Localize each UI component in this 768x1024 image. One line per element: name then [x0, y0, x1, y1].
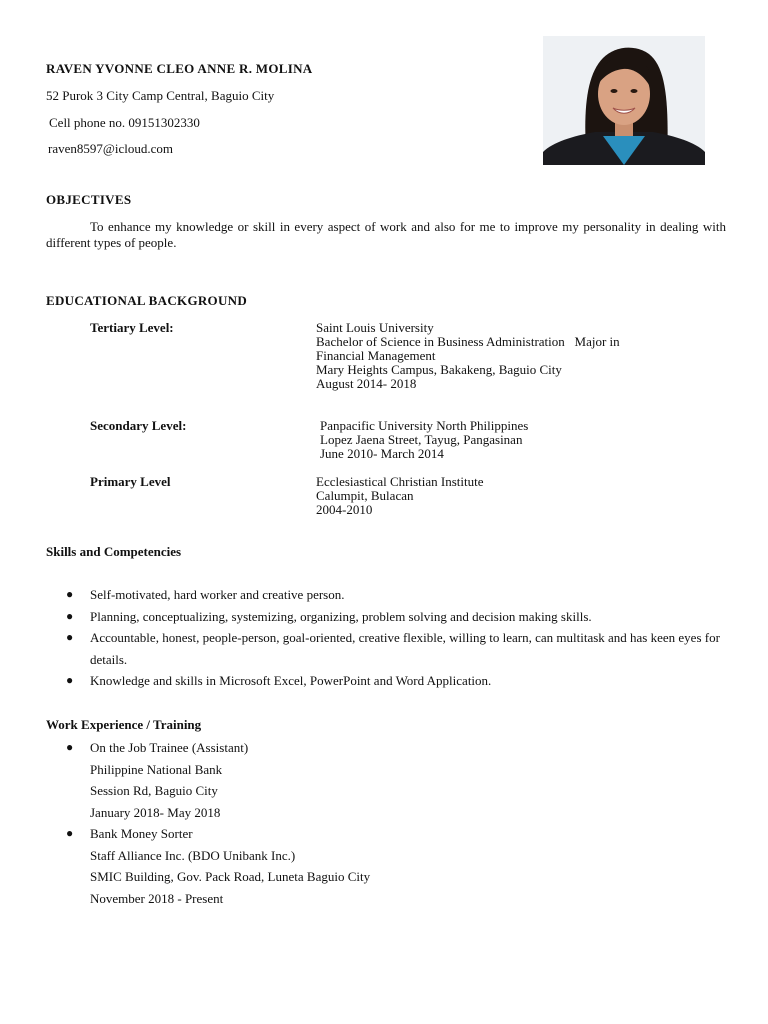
tertiary-level-details	[316, 321, 620, 391]
education-line: Calumpit, Bulacan	[316, 488, 414, 503]
skill-text: Planning, conceptualizing, systemizing, organizing, problem solving and decision making skills.	[90, 608, 592, 624]
work-heading: Work Experience / Training	[46, 717, 202, 732]
job-title: Bank Money Sorter	[90, 826, 193, 841]
objectives-heading: OBJECTIVES	[46, 192, 132, 207]
job-detail: November 2018 - Present	[90, 890, 224, 906]
secondary-level-label: Secondary Level:	[90, 418, 187, 433]
education-line: June 2010- March 2014	[320, 446, 444, 461]
bullet-icon: ●	[66, 826, 74, 840]
job-detail: Philippine National Bank	[90, 761, 223, 777]
bullet-icon: ●	[66, 740, 74, 754]
portrait-image	[543, 36, 705, 165]
job-detail: January 2018- May 2018	[90, 804, 221, 820]
job-detail: Session Rd, Baguio City	[90, 783, 218, 798]
list-item	[66, 670, 726, 692]
skills-heading: Skills and Competencies	[46, 544, 182, 559]
tertiary-level-label: Tertiary Level:	[90, 320, 174, 335]
work-list	[66, 737, 726, 909]
skill-text: Self-motivated, hard worker and creative person.	[90, 587, 345, 602]
primary-level-label: Primary Level	[90, 474, 171, 489]
secondary-level-details	[320, 419, 528, 461]
education-line: Financial Management	[316, 348, 436, 363]
bullet-icon: ●	[66, 630, 74, 644]
profile-photo	[543, 36, 705, 165]
job-detail: SMIC Building, Gov. Pack Road, Luneta Baguio City	[90, 869, 371, 884]
applicant-name: RAVEN YVONNE CLEO ANNE R. MOLINA	[46, 61, 313, 76]
bullet-icon: ●	[66, 587, 74, 601]
list-item	[66, 584, 726, 606]
education-line: 2004-2010	[316, 502, 373, 517]
education-line: Mary Heights Campus, Bakakeng, Baguio City	[316, 362, 562, 377]
list-item	[66, 823, 726, 909]
education-line: Panpacific University North Philippines	[320, 418, 529, 433]
skill-text: Accountable, honest, people-person, goal-oriented, creative flexible, willing to learn, can multitask and has keen eyes for details.	[90, 630, 720, 667]
skill-text: Knowledge and skills in Microsoft Excel, PowerPoint and Word Application.	[90, 673, 492, 688]
phone: Cell phone no. 09151302330	[49, 115, 200, 130]
primary-level-details	[316, 475, 484, 517]
objectives-text: To enhance my knowledge or skill in every aspect of work and also for me to improve my personality in dealing with different types of people.	[46, 219, 726, 250]
education-heading: EDUCATIONAL BACKGROUND	[46, 293, 248, 308]
bullet-icon: ●	[66, 673, 74, 687]
education-line: August 2014- 2018	[316, 376, 417, 391]
bullet-icon: ●	[66, 608, 74, 623]
email: raven8597@icloud.com	[48, 141, 173, 156]
job-title: On the Job Trainee (Assistant)	[90, 740, 249, 755]
list-item	[66, 627, 726, 670]
education-line: Ecclesiastical Christian Institute	[316, 474, 484, 489]
list-item	[66, 737, 726, 823]
education-line: Lopez Jaena Street, Tayug, Pangasinan	[320, 432, 523, 447]
skills-list	[66, 584, 726, 692]
list-item	[66, 606, 726, 628]
address: 52 Purok 3 City Camp Central, Baguio City	[46, 88, 275, 103]
job-detail: Staff Alliance Inc. (BDO Unibank Inc.)	[90, 847, 296, 863]
education-line: Saint Louis University	[316, 320, 434, 335]
education-line: Bachelor of Science in Business Administration Major in	[316, 334, 620, 349]
